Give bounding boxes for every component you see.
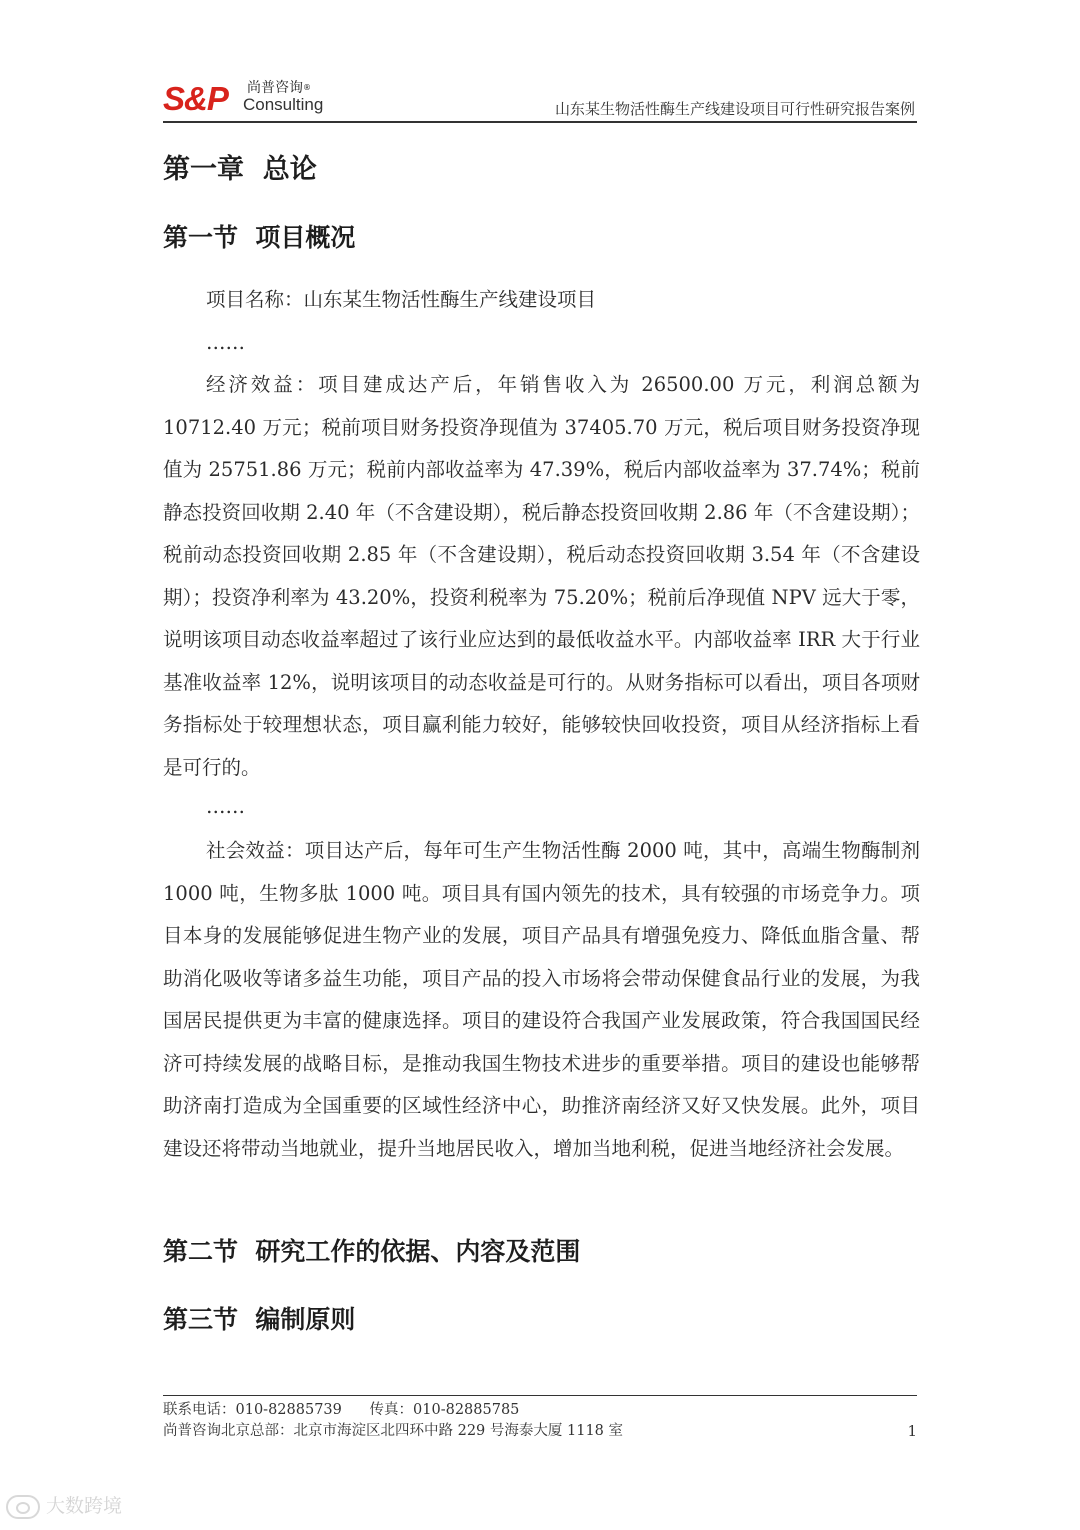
footer-divider [163, 1395, 917, 1396]
logo-mark: S&P [163, 80, 228, 117]
footer-contact: 联系电话：010-82885739 传真：010-82885785 [163, 1402, 520, 1418]
logo-chinese-name [247, 80, 311, 96]
social-benefit-paragraph: 社会效益：项目达产后，每年可生产生物活性酶 2000 吨，其中，高端生物酶制剂 1000 吨，生物多肽 1000 吨。项目具有国内领先的技术，具有较强的市场竞争力。项目本身的发展能够促进生物产业的发展，项目产品具有增强免疫力、降低血脂含量、帮助消化吸收等诸多益生功能，项目产品的投入市场将会带动保健食品行业的发展，为我国居民提供更为丰富的健康选择。项目的建设符合我国产业发展政策，符合我国国民经济可持续发展的战略目标，是推动我国生物技术进步的重要举措。项目的建设也能够帮助济南打造成为全国重要的区域性经济中心，助推济南经济又好又快发展。此外，项目建设还将带动当地就业，提升当地居民收入，增加当地利税，促进当地经济社会发展。 [163, 839, 920, 1160]
chapter-title: 第一章 总论 [163, 154, 317, 185]
page-footer [163, 1395, 917, 1455]
section-3-title: 第三节 编制原则 [163, 1305, 356, 1334]
watermark-logo-icon [6, 1495, 40, 1519]
logo-english-name: Consulting [243, 95, 324, 114]
footer-address: 尚普咨询北京总部：北京市海淀区北四环中路 229 号海泰大厦 1118 室 [163, 1423, 624, 1439]
page-number: 1 [907, 1422, 917, 1440]
watermark [6, 1493, 122, 1519]
document-title: 山东某生物活性酶生产线建设项目可行性研究报告案例 [554, 100, 915, 118]
registered-mark: ® [303, 83, 311, 92]
ellipsis-1: …… [206, 331, 245, 354]
ellipsis-2: …… [206, 795, 245, 818]
project-name-paragraph: 项目名称：山东某生物活性酶生产线建设项目 [206, 288, 597, 311]
watermark-text: 大数跨境 [46, 1495, 123, 1517]
page-header [163, 70, 917, 124]
section-2-title: 第二节 研究工作的依据、内容及范围 [163, 1237, 581, 1266]
company-logo [163, 76, 363, 116]
section-1-title: 第一节 项目概况 [163, 223, 356, 252]
header-divider [163, 121, 917, 123]
logo-cn-text: 尚普咨询 [247, 80, 303, 96]
economic-benefit-paragraph: 经济效益：项目建成达产后，年销售收入为 26500.00 万元，利润总额为 10712.40 万元；税前项目财务投资净现值为 37405.70 万元，税后项目财务投资净现值为 25751.86 万元；税前内部收益率为 47.39%，税后内部收益率为 37.74%；税前静态投资回收期 2.40 年（不含建设期），税后静态投资回收期 2.86 年（不含建设期）；税前动态投资回收期 2.85 年（不含建设期），税后动态投资回收期 3.54 年（不含建设期）；投资净利率为 43.20%，投资利税率为 75.20%；税前后净现值 NPV 远大于零，说明该项目动态收益率超过了该行业应达到的最低收益水平。内部收益率 IRR 大于行业基准收益率 12%，说明该项目的动态收益是可行的。从财务指标可以看出，项目各项财务指标处于较理想状态，项目赢利能力较好，能够较快回收投资，项目从经济指标上看是可行的。 [163, 373, 920, 779]
